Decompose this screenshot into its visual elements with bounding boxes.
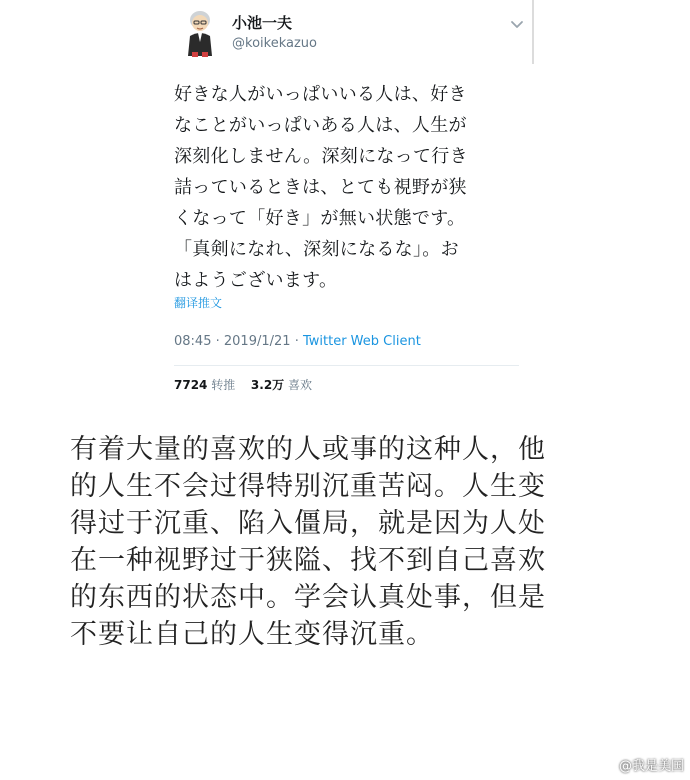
- retweets-count[interactable]: 7724: [174, 378, 208, 392]
- translation-text: [70, 431, 660, 653]
- tweet-stats: [174, 376, 312, 393]
- tweet-text-line: 「真剣になれ、深刻になるな」。お: [174, 239, 459, 260]
- translation-line: 的东西的状态中。学会认真处事，但是: [70, 582, 546, 613]
- divider: [174, 365, 519, 366]
- tweet-text-line: 詰っているときは、とても視野が狭: [174, 177, 467, 198]
- watermark: @我是美国: [618, 759, 684, 774]
- tweet-meta: [174, 334, 421, 349]
- client-link[interactable]: Twitter Web Client: [302, 334, 421, 349]
- translation-line: 得过于沉重、陷入僵局，就是因为人处: [70, 508, 546, 539]
- tweet-text: [174, 79, 524, 296]
- user-handle[interactable]: @koikekazuo: [232, 36, 317, 51]
- meta-separator: ·: [294, 334, 299, 349]
- chevron-down-icon[interactable]: [510, 20, 524, 30]
- likes-count[interactable]: 3.2万: [250, 378, 285, 392]
- meta-separator: ·: [215, 334, 220, 349]
- tweet-date: 2019/1/21: [223, 334, 291, 349]
- display-name[interactable]: 小池一夫: [232, 14, 293, 32]
- likes-label[interactable]: 喜欢: [288, 378, 313, 392]
- retweets-label[interactable]: 转推: [211, 378, 236, 392]
- tweet-card: [160, 0, 535, 405]
- tweet-text-line: はようございます。: [174, 270, 338, 291]
- card-edge: [532, 0, 534, 64]
- translate-tweet-link[interactable]: 翻译推文: [174, 296, 223, 310]
- translation-line: 有着大量的喜欢的人或事的这种人，他: [70, 434, 546, 465]
- translation-line: 不要让自己的人生变得沉重。: [70, 619, 434, 650]
- tweet-text-line: 深刻化しません。深刻になって行き: [174, 146, 468, 167]
- translation-line: 在一种视野过于狭隘、找不到自己喜欢: [70, 545, 546, 576]
- tweet-text-line: なことがいっぱいある人は、人生が: [174, 115, 467, 136]
- translation-line: 的人生不会过得特别沉重苦闷。人生变: [70, 471, 546, 502]
- tweet-text-line: くなって「好き」が無い状態です。: [174, 208, 466, 229]
- cartoon-avatar-icon[interactable]: [182, 8, 218, 58]
- tweet-text-line: 好きな人がいっぱいいる人は、好き: [174, 84, 467, 105]
- tweet-time: 08:45: [174, 334, 212, 349]
